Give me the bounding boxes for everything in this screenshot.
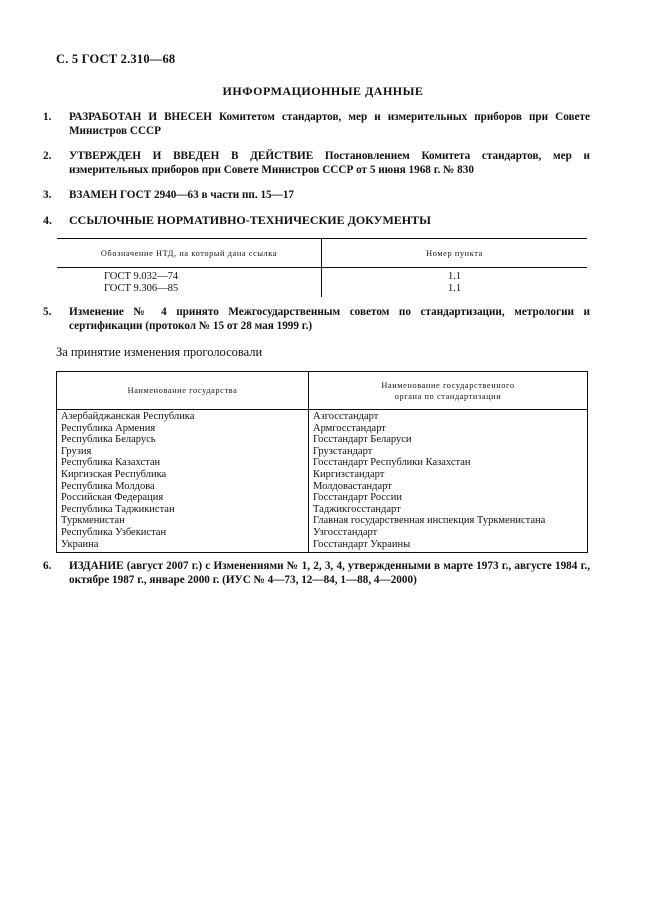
table-row <box>57 492 588 504</box>
page-header: С. 5 ГОСТ 2.310—68 <box>56 52 176 66</box>
state-name: Республика Беларусь <box>57 434 309 446</box>
vote-header-agency <box>309 372 588 410</box>
item-3 <box>43 188 590 202</box>
item-text: ИЗДАНИЕ (август 2007 г.) с Изменениями № 1, 2, 3, 4, утвержденными в марте 1973 г., августе 1984 г., октябре 1987 г., январе 2000 г. (ИУС № 4—73, 12—84, 1—88, 4—2000) <box>69 560 590 586</box>
ntd-clause: 1.1 <box>447 282 462 294</box>
state-name: Украина <box>57 539 309 553</box>
item-lead: УТВЕРЖДЕН И ВВЕДЕН В ДЕЙСТВИЕ <box>69 150 314 162</box>
table-row <box>57 410 588 423</box>
item-1 <box>43 110 590 138</box>
item-number: 5. <box>43 306 52 318</box>
agency-name: Госстандарт Украины <box>313 538 411 550</box>
item-6 <box>43 559 590 587</box>
state-name: Республика Молдова <box>57 481 309 493</box>
ntd-header-clause: Номер пункта <box>322 239 588 268</box>
item-4 <box>43 213 590 227</box>
state-name: Киргизская Республика <box>57 469 309 481</box>
item-number: 3. <box>43 189 52 201</box>
agency-name: Киргизстандарт <box>313 468 385 480</box>
table-row <box>57 283 587 298</box>
ntd-reference-table <box>57 238 587 297</box>
ntd-designation: ГОСТ 9.032—74 <box>57 268 322 283</box>
state-name: Туркменистан <box>57 515 309 527</box>
item-number: 6. <box>43 560 52 572</box>
agency-name: Таджикгосстандарт <box>313 503 401 515</box>
vote-table <box>56 371 588 553</box>
table-row <box>57 268 587 283</box>
vote-header-agency-line1: Наименование государственного <box>381 380 515 390</box>
table-row <box>57 481 588 493</box>
state-name: Республика Таджикистан <box>57 504 309 516</box>
agency-name: Молдовастандарт <box>313 480 392 492</box>
document-title: ИНФОРМАЦИОННЫЕ ДАННЫЕ <box>222 84 424 98</box>
item-2 <box>43 149 590 177</box>
item-number: 2. <box>43 150 52 162</box>
state-name: Республика Узбекистан <box>57 527 309 539</box>
table-row <box>57 515 588 527</box>
table-row <box>57 539 588 553</box>
state-name: Азербайджанская Республика <box>57 410 309 423</box>
item-text: Комитетом стандартов, мер и измерительных приборов при Совете Министров СССР <box>69 111 590 137</box>
agency-name: Азгосстандарт <box>313 411 379 422</box>
agency-name: Госстандарт Республики Казахстан <box>313 457 471 469</box>
agency-name: Госстандарт России <box>313 492 402 504</box>
vote-header-agency-line2: органа по стандартизации <box>394 391 502 401</box>
table-row <box>57 423 588 435</box>
table-row <box>57 527 588 539</box>
item-text: Постановлением Комитета стандартов, мер и измерительных приборов при Совете Министров СССР от 5 июня 1968 г. № 830 <box>69 150 590 176</box>
ntd-header-designation: Обозначение НТД, на который дана ссылка <box>57 239 322 268</box>
ntd-designation: ГОСТ 9.306—85 <box>57 283 322 298</box>
agency-name: Армгосстандарт <box>313 422 386 434</box>
item-text: ССЫЛОЧНЫЕ НОРМАТИВНО-ТЕХНИЧЕСКИЕ ДОКУМЕНТЫ <box>69 213 431 227</box>
table-row <box>57 469 588 481</box>
table-row <box>57 504 588 516</box>
agency-name: Грузстандарт <box>313 445 373 457</box>
vote-intro: За принятие изменения проголосовали <box>56 345 263 359</box>
item-text: Изменение № 4 принято Межгосударственным советом по стандартизации, метрологии и сертификации (протокол № 15 от 28 мая 1999 г.) <box>69 306 590 332</box>
item-text: ВЗАМЕН ГОСТ 2940—63 в части пп. 15—17 <box>69 189 295 201</box>
agency-name: Главная государственная инспекция Туркменистана <box>313 515 546 527</box>
vote-header-state: Наименование государства <box>57 372 309 410</box>
state-name: Республика Казахстан <box>57 457 309 469</box>
table-row <box>57 434 588 446</box>
item-number: 1. <box>43 111 52 123</box>
item-lead: РАЗРАБОТАН И ВНЕСЕН <box>69 111 212 123</box>
agency-name: Госстандарт Беларуси <box>313 434 412 446</box>
ntd-clause: 1.1 <box>447 271 462 282</box>
agency-name: Узгосстандарт <box>313 526 378 538</box>
table-row <box>57 446 588 458</box>
state-name: Российская Федерация <box>57 492 309 504</box>
item-5 <box>43 305 590 333</box>
state-name: Республика Армения <box>57 423 309 435</box>
item-number: 4. <box>43 213 52 227</box>
table-row <box>57 457 588 469</box>
state-name: Грузия <box>57 446 309 458</box>
